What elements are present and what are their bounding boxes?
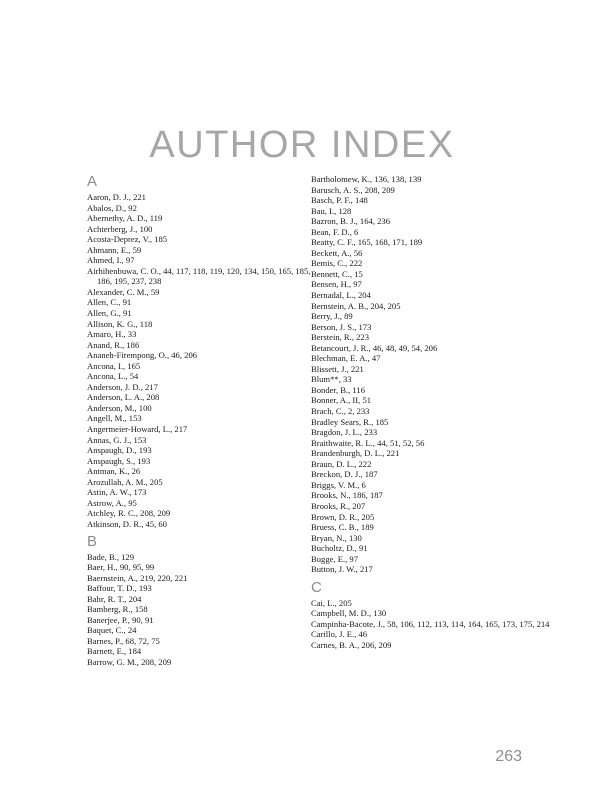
index-entry: Bryan, N., 130 [311,532,362,543]
index-entry: Airhihenbuwa, C. O., 44, 117, 118, 119, 120, 134, 150, 165, 185, 186, 195, 237, 238 [87,265,311,287]
index-entry: Anand, R., 186 [87,339,140,350]
index-entry: Atchley, R. C., 208, 209 [87,508,171,519]
index-entry: Briggs, V. M., 6 [311,479,366,490]
index-entry: Aaron, D. J., 221 [87,192,146,202]
c-entries-list [311,598,551,651]
index-entry: Berstein, R., 223 [311,332,370,343]
index-entry: Barnes, P., 68, 72, 75 [87,635,160,646]
index-entry: Allen, G., 91 [87,308,132,319]
index-entry: Blechman, E. A., 47 [311,353,381,364]
index-entry: Bean, F. D., 6 [311,226,359,237]
index-entry: Astin, A. W., 173 [87,487,147,498]
index-entry: Baer, H., 90, 95, 99 [87,562,155,573]
index-entry: Ancona, I., 165 [87,360,141,371]
index-entry: Bemis, C., 222 [311,258,363,269]
index-entry: Ananeh-Firempong, O., 46, 206 [87,350,198,361]
b-entries-list-left [87,552,311,668]
index-entry: Bradley Sears, R., 185 [311,416,389,427]
index-entry: Antman, K., 26 [87,466,141,477]
index-entry: Betancourt, J. R., 46, 48, 49, 54, 206 [311,342,438,353]
index-entry: Abalos, D., 92 [87,202,137,213]
index-entry: Brown, D. R., 205 [311,511,375,522]
left-column [87,174,311,668]
index-entry: Bonner, A., II, 51 [311,395,372,406]
index-entry: Abernethy, A. D., 119 [87,213,163,224]
index-entry: Anderson, M., 100 [87,402,152,413]
index-entry: Braun, D. L., 222 [311,458,372,469]
index-entry: Blum**, 33 [311,374,352,385]
section-letter-b: B [87,532,98,550]
index-entry: Baernstein, A., 219, 220, 221 [87,572,188,583]
a-entries-list [87,192,311,530]
index-entry: Bensen, H., 97 [311,279,362,290]
index-entry: Banerjee, P., 90, 91 [87,614,154,625]
index-entry: Baffour, T. D., 193 [87,583,152,594]
index-entry: Achterberg, J., 100 [87,223,153,234]
index-entry: Basch, P. F., 148 [311,195,368,206]
index-entry: Bucholtz, D., 91 [311,543,368,554]
index-entry: Ahmann, E., 59 [87,244,142,255]
index-entry: Baquet, C., 24 [87,625,137,636]
index-entry: Brandenburgh, D. L., 221 [311,448,400,459]
index-entry: Berry, J., 89 [311,311,353,322]
index-entry: Brooks, R., 207 [311,500,366,511]
index-entry: Bahr, R. T., 204 [87,593,142,604]
index-entry: Button, J. W., 217 [311,564,373,575]
index-entry: Ancona, L., 54 [87,371,139,382]
index-entry: Angermeier-Howard, L., 217 [87,424,188,435]
index-entry: Astrow, A., 95 [87,497,137,508]
index-entry: Angell, M., 153 [87,413,142,424]
section-letter-a: A [87,173,98,190]
index-entry: Arozullah, A. M., 205 [87,476,163,487]
index-entry: Bonder, B., 116 [311,384,365,395]
index-entry: Acosta-Deprez, V., 185 [87,234,168,245]
index-entry: Berson, J. S., 173 [311,321,372,332]
index-entry: Breckon, D. J., 187 [311,469,378,480]
index-entry: Allen, C., 91 [87,297,132,308]
right-column [311,174,551,651]
index-entry: Barnett, E., 184 [87,646,142,657]
index-entry: Brach, C., 2, 233 [311,406,370,417]
index-entry: Bruess, C. B., 189 [311,522,374,533]
page-number: 263 [495,748,522,765]
index-entry: Amaro, H., 33 [87,329,137,340]
index-entry: Ahmed, I., 97 [87,255,135,266]
index-entry: Bamberg, R., 158 [87,604,148,615]
index-entry: Bazron, B. J., 164, 236 [311,216,391,227]
index-entry: Alexander, C. M., 59 [87,286,160,297]
index-entry: Carillo, J. E., 46 [311,629,368,640]
index-entry: Bragdon, J. L., 233 [311,427,378,438]
index-entry: Campbell, M. D., 130 [311,608,387,619]
index-entry: Bau, I., 128 [311,205,352,216]
index-entry: Anderson, L. A., 208 [87,392,160,403]
index-entry: Beatty, C. F., 165, 168, 171, 189 [311,237,423,248]
index-entry: Braithwaite, R. L., 44, 51, 52, 56 [311,437,425,448]
index-entry: Cai, L., 205 [311,597,352,608]
index-entry: Bennett, C., 15 [311,268,363,279]
index-entry: Brooks, N., 186, 187 [311,490,383,501]
section-letter-c: C [311,578,322,596]
index-entry: Bernadal, L., 204 [311,290,371,301]
index-entry: Barrow, G. M., 208, 209 [87,656,172,667]
index-entry: Carnes, B. A., 206, 209 [311,639,392,650]
index-entry: Blissett, J., 221 [311,363,364,374]
index-entry: Bernstein, A. B., 204, 205 [311,300,401,311]
index-entry: Allison, K. G., 118 [87,318,153,329]
index-entry: Anspaugh, S., 193 [87,455,151,466]
page-title: AUTHOR INDEX [149,124,455,166]
index-entry: Atkinson, D. R., 45, 60 [87,518,167,529]
index-entry: Beckett, A., 56 [311,247,363,258]
index-entry: Bartholomew, K., 136, 138, 139 [311,174,422,184]
index-entry: Annas, G. J., 153 [87,434,147,445]
index-entry: Bade, B., 129 [87,551,135,562]
index-entry: Anderson, J. D., 217 [87,381,158,392]
index-entry: Campinha-Bacote, J., 58, 106, 112, 113, 114, 164, 165, 173, 175, 214 [311,618,550,629]
index-entry: Bugge, E., 97 [311,553,359,564]
b-entries-list-right [311,174,551,575]
index-entry: Barusch, A. S., 208, 209 [311,184,395,195]
index-entry: Anspaugh, D., 193 [87,445,152,456]
